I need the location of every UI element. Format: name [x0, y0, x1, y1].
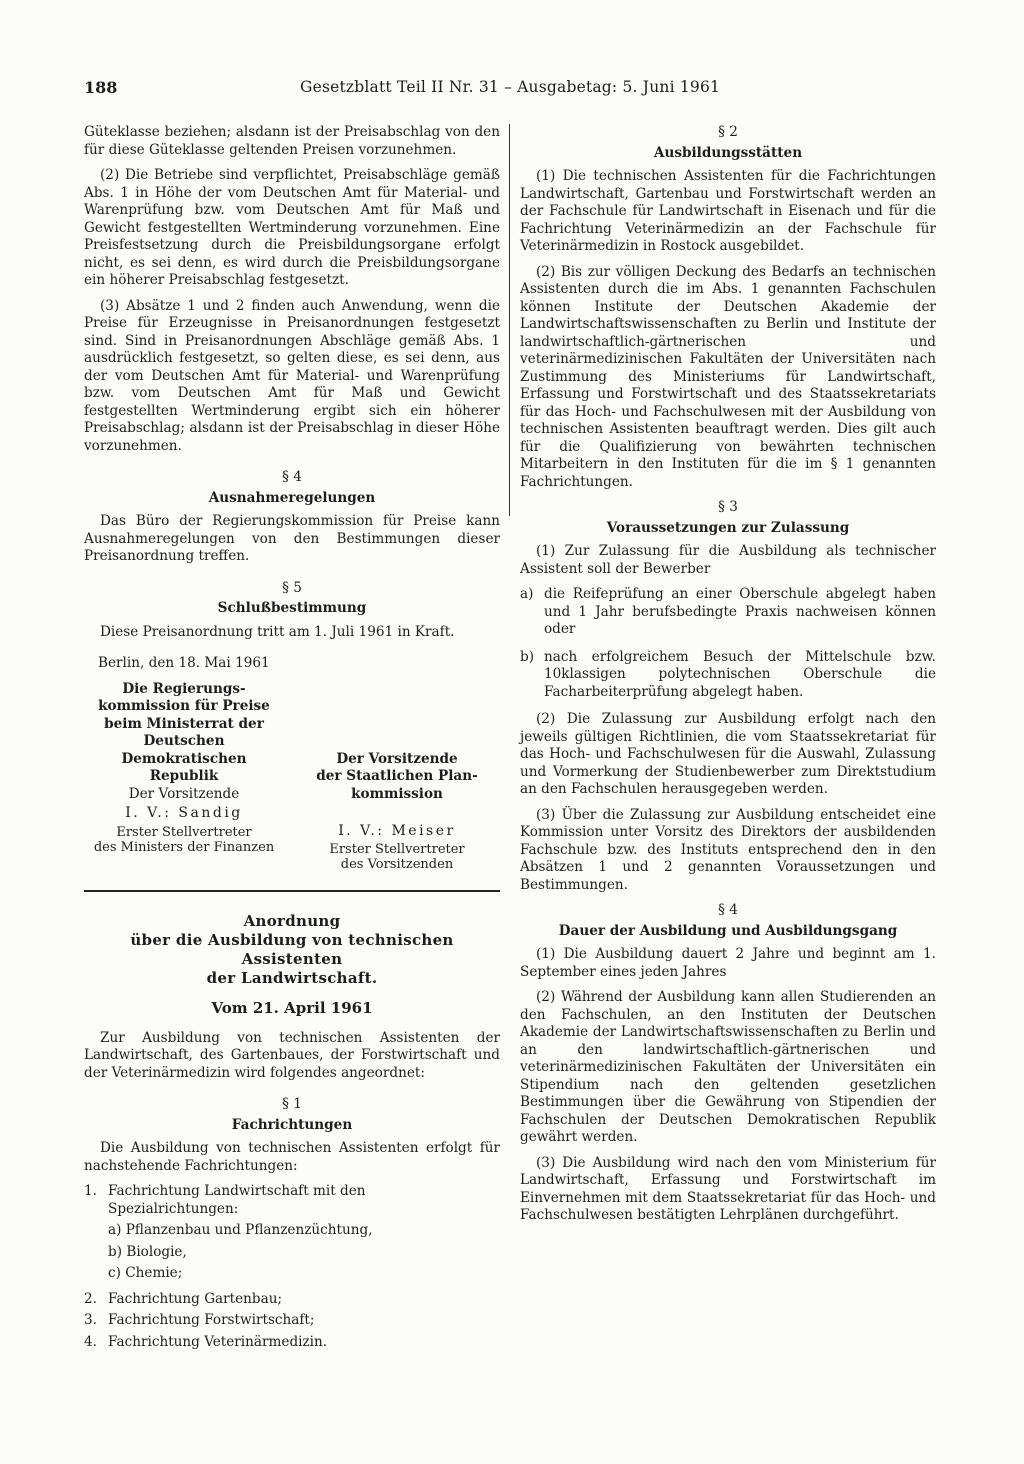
list-item-number: 3.	[84, 1312, 97, 1328]
section-5-mark: § 5	[282, 579, 302, 596]
signature-gap	[302, 803, 492, 821]
condition-a-text: die Reifeprüfung an einer Oberschule abgelegt haben und 1 Jahr berufsbedingte Praxis nachweisen können oder	[544, 586, 936, 637]
right-column	[520, 124, 936, 1233]
sub-list-item: c) Chemie;	[108, 1265, 183, 1281]
section-5-title: Schlußbestimmung	[217, 600, 367, 616]
sig-right-title2: des Vorsitzenden	[340, 857, 454, 872]
date-line: Berlin, den 18. Mai 1961	[98, 655, 270, 671]
sig-right-title1: Erster Stellvertreter	[329, 842, 465, 857]
running-head: Gesetzblatt Teil II Nr. 31 – Ausgabetag: 5. Juni 1961	[300, 78, 721, 96]
list-item	[84, 1312, 500, 1330]
sig-left-line2: kommission für Preise	[98, 698, 270, 714]
sig-left-line1: Die Regierungs-	[122, 680, 246, 697]
condition-b-label: b)	[520, 648, 535, 665]
decree-date: Vom 21. April 1961	[211, 999, 373, 1017]
signature-spacer	[302, 681, 492, 751]
sig-left-title2: des Ministers der Finanzen	[93, 839, 275, 855]
section-4b-para-1: (1) Die Ausbildung dauert 2 Jahre und beginnt am 1. September eines jeden Jahres	[520, 946, 936, 980]
list-item	[84, 1334, 500, 1352]
fachrichtungen-list	[84, 1183, 500, 1351]
section-1-title: Fachrichtungen	[231, 1116, 353, 1133]
section-1-intro: Die Ausbildung von technischen Assistenten erfolgt für nachstehende Fachrichtungen:	[84, 1140, 500, 1174]
list-item-number: 2.	[84, 1290, 97, 1307]
section-2-para-2: (2) Bis zur völligen Deckung des Bedarfs an technischen Assistenten durch die im Abs. 1 genannten Fachschulen können Institute der Deutschen Akademie der Landwirtschaftswissenschaften zu Berlin und Institute der landwirtschaftlich-gärtnerischen und veterinärmedizinischen Fakultäten der Universitäten nach Zustimmung des Ministeriums für Landwirtschaft, Erfassung und Forstwirtschaft und des Staatssekretariats für das Hoch- und Fachschulwesen mit der Ausbildung von technischen Assistenten beauftragt werden. Dies gilt auch für die Qualifizierung von bewährten technischen Mitarbeitern in den Instituten für die im § 1 genannten Fachrichtungen.	[520, 263, 936, 490]
section-3-title: Voraussetzungen zur Zulassung	[606, 519, 850, 536]
sub-list	[108, 1222, 500, 1283]
section-4b-para-2: (2) Während der Ausbildung kann allen Studierenden an den Fachschulen, an den Instituten der Deutschen Akademie der Landwirtschaftswissenschaften zu Berlin und an den landwirtschaftlich-gärtnerischen und veterinärmedizinischen Fakultäten der Universitäten ein Stipendium nach den geltenden gesetzlichen Bestimmungen über die Gewährung von Stipendien der Fachschulen der Deutschen Demokratischen Republik gewährt werden.	[520, 989, 936, 1145]
sig-left-title1: Erster Stellvertreter	[116, 824, 252, 840]
list-item	[84, 1291, 500, 1309]
paragraph-2: (2) Die Betriebe sind verpflichtet, Preisabschläge gemäß Abs. 1 in Höhe der vom Deutschen Amt für Material- und Warenprüfung bzw. vom Deutschen Amt für Maß und Gewicht festgestellten Wertminderung vorzunehmen. Eine Preisfestsetzung durch die Preisbildungsorgane erfolgt nicht, es sei denn, es wird durch die Preisbildungsorgane ein höherer Preisabschlag festgesetzt.	[84, 167, 500, 288]
signature-left	[84, 681, 284, 873]
section-2-title: Ausbildungsstätten	[653, 144, 803, 161]
section-4-text: Das Büro der Regierungskommission für Preise kann Ausnahmeregelungen von den Bestimmungen dieser Preisanordnung treffen.	[84, 513, 500, 564]
section-3-mark: § 3	[718, 499, 738, 515]
sig-left-role: Der Vorsitzende	[128, 785, 240, 802]
page-number: 188	[84, 78, 118, 97]
section-1-mark: § 1	[282, 1096, 302, 1112]
section-3-para-2: (2) Die Zulassung zur Ausbildung erfolgt nach den jeweils gültigen Richtlinien, die vom Staatssekretariat für das Hoch- und Fachschulwesen für die Auswahl, Zulassung und Vormerkung der Studienbewerber zum Direktstudium an den Fachschulen herausgegeben werden.	[520, 711, 936, 797]
list-item-text: Fachrichtung Forstwirtschaft;	[108, 1312, 315, 1328]
list-item-text: Fachrichtung Gartenbau;	[108, 1290, 283, 1307]
section-4b-mark: § 4	[718, 902, 738, 918]
sig-right-line2: der Staatlichen Plan-	[316, 768, 478, 784]
decree-preamble: Zur Ausbildung von technischen Assistenten der Landwirtschaft, des Gartenbaues, der Forstwirtschaft und der Veterinärmedizin wird folgendes angeordnet:	[84, 1029, 500, 1081]
left-column	[84, 124, 500, 1355]
condition-b	[520, 649, 936, 702]
section-3-para-3: (3) Über die Zulassung zur Ausbildung entscheidet eine Kommission unter Vorsitz des Direktors der ausbildenden Fachschule bzw. des Instituts entsprechend den in den Absätzen 1 und 2 genannten Voraussetzungen und Bestimmungen.	[520, 806, 936, 893]
list-item-number: 4.	[84, 1333, 97, 1350]
column-divider	[509, 124, 510, 516]
sub-list-item: b) Biologie,	[108, 1243, 187, 1260]
sub-list-item: a) Pflanzenbau und Pflanzenzüchtung,	[108, 1222, 373, 1238]
sig-right-line3: kommission	[351, 785, 443, 802]
condition-b-text: nach erfolgreichem Besuch der Mittelschule bzw. 10klassigen polytechnischen Oberschule die Facharbeiterprüfung abgelegt haben.	[544, 648, 936, 700]
section-4b-title: Dauer der Ausbildung und Ausbildungsgang	[558, 922, 898, 939]
list-item-number: 1.	[84, 1183, 97, 1199]
list-item-body	[108, 1183, 500, 1287]
list-item-text: Fachrichtung Landwirtschaft mit den Spezialrichtungen:	[108, 1183, 366, 1217]
list-item-text: Fachrichtung Veterinärmedizin.	[108, 1333, 328, 1350]
section-4-mark: § 4	[282, 469, 302, 485]
sig-right-name: I. V.: Meiser	[338, 822, 456, 839]
signature-block	[84, 681, 500, 873]
sig-left-line3: beim Ministerrat der	[104, 715, 264, 732]
section-4-title: Ausnahmeregelungen	[208, 489, 376, 506]
list-item	[84, 1183, 500, 1287]
decree-title-1: Anordnung	[243, 912, 341, 930]
section-3-para-1: (1) Zur Zulassung für die Ausbildung als technischer Assistent soll der Bewerber	[520, 543, 936, 577]
paragraph-continued: Güteklasse beziehen; alsdann ist der Preisabschlag von den für diese Güteklasse geltenden Preisen vorzunehmen.	[84, 124, 500, 158]
section-5-text: Diese Preisanordnung tritt am 1. Juli 1961 in Kraft.	[100, 623, 455, 640]
condition-a-label: a)	[520, 586, 534, 602]
section-2-mark: § 2	[718, 124, 738, 140]
section-rule	[84, 890, 500, 892]
decree-title-2: über die Ausbildung von technischen Assistenten	[130, 931, 454, 968]
section-2-para-1: (1) Die technischen Assistenten für die Fachrichtungen Landwirtschaft, Gartenbau und Forstwirtschaft werden an der Fachschule für Landwirtschaft in Eisenach und für die Fachrichtung Veterinärmedizin an der Fachschule für Veterinärmedizin in Rostock ausgebildet.	[520, 168, 936, 254]
paragraph-3: (3) Absätze 1 und 2 finden auch Anwendung, wenn die Preise für Erzeugnisse in Preisanordnungen festgesetzt sind. Sind in Preisanordnungen Abschläge gemäß Abs. 1 ausdrücklich festgesetzt, so gelten diese, es sei denn, aus der vom Deutschen Amt für Material- und Warenprüfung bzw. vom Deutschen Amt für Maß und Gewicht festgestellten Wertminderung ergibt sich ein höherer Preisabschlag; alsdann ist der Preisabschlag in dieser Höhe vorzunehmen.	[84, 297, 500, 454]
sig-right-line1: Der Vorsitzende	[336, 750, 458, 767]
signature-right	[302, 681, 492, 873]
sig-left-line5: Republik	[149, 768, 219, 784]
condition-a	[520, 586, 936, 639]
section-4b-para-3: (3) Die Ausbildung wird nach den vom Ministerium für Landwirtschaft, Erfassung und Forstwirtschaft im Einvernehmen mit dem Staatssekretariat für das Hoch- und Fachschulwesen bestätigten Lehrplänen durchgeführt.	[520, 1154, 936, 1223]
sig-left-line4: Deutschen Demokratischen	[121, 733, 247, 767]
sig-left-name: I. V.: Sandig	[125, 805, 243, 821]
decree-title-3: der Landwirtschaft.	[206, 969, 378, 987]
